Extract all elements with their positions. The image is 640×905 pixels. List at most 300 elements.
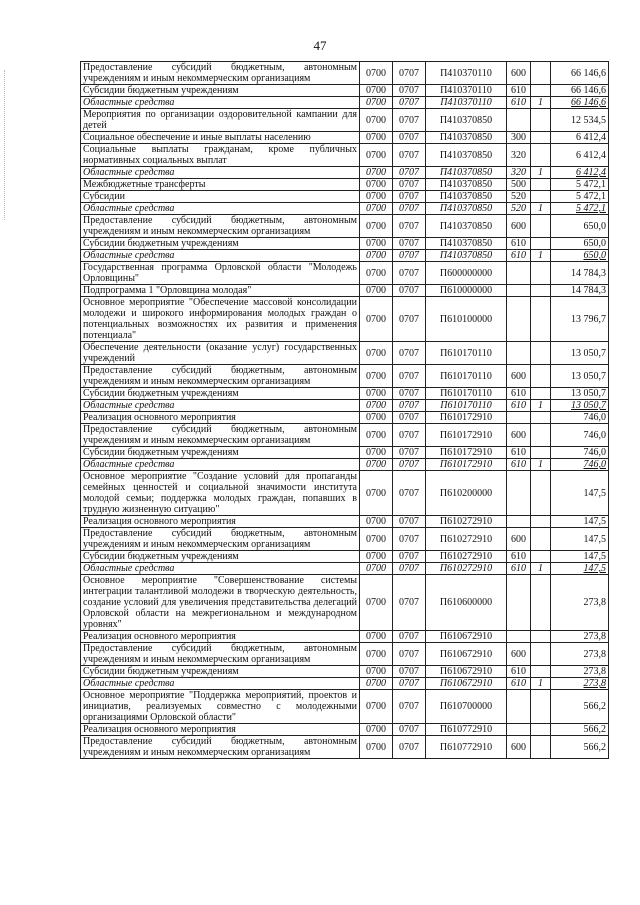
row-ved-code: 0700 — [360, 400, 393, 412]
row-target-article: П410370850 — [426, 203, 507, 215]
row-amount: 147,5 — [551, 516, 609, 528]
row-target-article: П610672910 — [426, 666, 507, 678]
table-row — [81, 179, 609, 191]
row-source-code — [531, 132, 551, 144]
row-name: Социальное обеспечение и иные выплаты населению — [81, 132, 360, 144]
row-source-code — [531, 179, 551, 191]
row-source-code: 1 — [531, 97, 551, 109]
row-section-code: 0707 — [393, 215, 426, 238]
table-row — [81, 109, 609, 132]
table-row — [81, 643, 609, 666]
row-amount: 6 412,4 — [551, 132, 609, 144]
row-section-code: 0707 — [393, 563, 426, 575]
row-amount: 12 534,5 — [551, 109, 609, 132]
row-ved-code: 0700 — [360, 516, 393, 528]
row-amount: 273,8 — [551, 575, 609, 631]
row-section-code: 0707 — [393, 631, 426, 643]
row-target-article: П610170110 — [426, 365, 507, 388]
row-ved-code: 0700 — [360, 643, 393, 666]
row-expense-type: 610 — [507, 459, 531, 471]
row-section-code: 0707 — [393, 678, 426, 690]
row-source-code: 1 — [531, 250, 551, 262]
row-source-code: 1 — [531, 400, 551, 412]
table-row — [81, 262, 609, 285]
row-section-code: 0707 — [393, 724, 426, 736]
row-name: Предоставление субсидий бюджетным, автономным учреждениям и иным некоммерческим организациям — [81, 215, 360, 238]
row-expense-type: 320 — [507, 167, 531, 179]
row-amount: 273,8 — [551, 643, 609, 666]
table-row — [81, 551, 609, 563]
row-amount: 13 796,7 — [551, 297, 609, 342]
row-ved-code: 0700 — [360, 215, 393, 238]
row-target-article: П610672910 — [426, 631, 507, 643]
row-source-code: 1 — [531, 203, 551, 215]
row-amount: 650,0 — [551, 250, 609, 262]
row-section-code: 0707 — [393, 528, 426, 551]
row-amount: 147,5 — [551, 528, 609, 551]
row-name: Реализация основного мероприятия — [81, 412, 360, 424]
row-section-code: 0707 — [393, 459, 426, 471]
row-expense-type — [507, 297, 531, 342]
table-row — [81, 297, 609, 342]
row-amount: 14 784,3 — [551, 285, 609, 297]
row-name: Реализация основного мероприятия — [81, 516, 360, 528]
row-target-article: П410370850 — [426, 215, 507, 238]
row-amount: 147,5 — [551, 563, 609, 575]
row-name: Предоставление субсидий бюджетным, автономным учреждениям и иным некоммерческим организациям — [81, 528, 360, 551]
row-amount: 566,2 — [551, 690, 609, 724]
row-expense-type — [507, 690, 531, 724]
row-section-code: 0707 — [393, 167, 426, 179]
row-expense-type: 610 — [507, 250, 531, 262]
row-ved-code: 0700 — [360, 109, 393, 132]
row-expense-type: 600 — [507, 62, 531, 85]
row-name: Областные средства — [81, 400, 360, 412]
row-name: Субсидии бюджетным учреждениям — [81, 666, 360, 678]
row-expense-type — [507, 262, 531, 285]
row-ved-code: 0700 — [360, 563, 393, 575]
row-target-article: П410370850 — [426, 144, 507, 167]
row-source-code — [531, 85, 551, 97]
row-section-code: 0707 — [393, 424, 426, 447]
table-row — [81, 528, 609, 551]
row-section-code: 0707 — [393, 203, 426, 215]
row-target-article: П610170110 — [426, 388, 507, 400]
row-expense-type — [507, 575, 531, 631]
row-target-article: П610272910 — [426, 551, 507, 563]
row-amount: 147,5 — [551, 551, 609, 563]
page-number: 47 — [313, 38, 327, 53]
row-ved-code: 0700 — [360, 388, 393, 400]
budget-table — [80, 61, 609, 759]
row-target-article: П410370110 — [426, 97, 507, 109]
row-target-article: П610600000 — [426, 575, 507, 631]
row-name: Областные средства — [81, 97, 360, 109]
row-expense-type: 320 — [507, 144, 531, 167]
row-section-code: 0707 — [393, 238, 426, 250]
row-expense-type: 600 — [507, 424, 531, 447]
row-expense-type: 600 — [507, 528, 531, 551]
row-name: Межбюджетные трансферты — [81, 179, 360, 191]
row-source-code — [531, 191, 551, 203]
row-target-article: П610772910 — [426, 724, 507, 736]
row-source-code: 1 — [531, 678, 551, 690]
row-target-article: П610172910 — [426, 459, 507, 471]
row-section-code: 0707 — [393, 191, 426, 203]
table-row — [81, 238, 609, 250]
table-row — [81, 132, 609, 144]
row-section-code: 0707 — [393, 388, 426, 400]
row-amount: 746,0 — [551, 412, 609, 424]
row-source-code — [531, 575, 551, 631]
row-expense-type: 610 — [507, 666, 531, 678]
row-section-code: 0707 — [393, 109, 426, 132]
row-source-code — [531, 666, 551, 678]
row-ved-code: 0700 — [360, 62, 393, 85]
row-amount: 5 472,1 — [551, 203, 609, 215]
row-amount: 66 146,6 — [551, 97, 609, 109]
row-ved-code: 0700 — [360, 144, 393, 167]
table-row — [81, 563, 609, 575]
row-ved-code: 0700 — [360, 631, 393, 643]
row-amount: 6 412,4 — [551, 144, 609, 167]
row-expense-type — [507, 724, 531, 736]
row-target-article: П610000000 — [426, 285, 507, 297]
table-row — [81, 471, 609, 516]
row-expense-type — [507, 285, 531, 297]
row-name: Основное мероприятие "Обеспечение массовой консолидации молодежи и широкого информирования молодых граждан о потенциальных возможностях их развития и применения потенциала" — [81, 297, 360, 342]
row-source-code — [531, 690, 551, 724]
row-name: Обеспечение деятельности (оказание услуг) государственных учреждений — [81, 342, 360, 365]
row-target-article: П610672910 — [426, 643, 507, 666]
table-row — [81, 203, 609, 215]
row-ved-code: 0700 — [360, 528, 393, 551]
row-section-code: 0707 — [393, 736, 426, 759]
row-amount: 5 472,1 — [551, 179, 609, 191]
table-row — [81, 167, 609, 179]
row-section-code: 0707 — [393, 144, 426, 167]
row-ved-code: 0700 — [360, 97, 393, 109]
row-expense-type: 600 — [507, 365, 531, 388]
row-section-code: 0707 — [393, 690, 426, 724]
row-target-article: П410370850 — [426, 179, 507, 191]
row-source-code — [531, 551, 551, 563]
row-target-article: П600000000 — [426, 262, 507, 285]
row-source-code — [531, 724, 551, 736]
row-expense-type: 610 — [507, 238, 531, 250]
row-name: Предоставление субсидий бюджетным, автономным учреждениям и иным некоммерческим организациям — [81, 424, 360, 447]
row-amount: 6 412,4 — [551, 167, 609, 179]
row-ved-code: 0700 — [360, 690, 393, 724]
row-ved-code: 0700 — [360, 191, 393, 203]
row-ved-code: 0700 — [360, 447, 393, 459]
row-expense-type: 610 — [507, 563, 531, 575]
row-ved-code: 0700 — [360, 412, 393, 424]
row-target-article: П610672910 — [426, 678, 507, 690]
row-ved-code: 0700 — [360, 736, 393, 759]
row-ved-code: 0700 — [360, 285, 393, 297]
row-source-code — [531, 643, 551, 666]
row-name: Субсидии бюджетным учреждениям — [81, 388, 360, 400]
row-name: Субсидии бюджетным учреждениям — [81, 85, 360, 97]
row-section-code: 0707 — [393, 666, 426, 678]
row-amount: 273,8 — [551, 678, 609, 690]
row-expense-type: 610 — [507, 97, 531, 109]
row-name: Социальные выплаты гражданам, кроме публичных нормативных социальных выплат — [81, 144, 360, 167]
row-ved-code: 0700 — [360, 238, 393, 250]
row-ved-code: 0700 — [360, 666, 393, 678]
row-name: Областные средства — [81, 250, 360, 262]
row-target-article: П610272910 — [426, 516, 507, 528]
row-target-article: П410370110 — [426, 85, 507, 97]
row-name: Мероприятия по организации оздоровительной кампании для детей — [81, 109, 360, 132]
row-amount: 14 784,3 — [551, 262, 609, 285]
row-expense-type — [507, 412, 531, 424]
row-amount: 66 146,6 — [551, 85, 609, 97]
table-row — [81, 736, 609, 759]
row-source-code: 1 — [531, 459, 551, 471]
table-row — [81, 666, 609, 678]
table-row — [81, 424, 609, 447]
row-target-article: П410370850 — [426, 167, 507, 179]
row-amount: 746,0 — [551, 459, 609, 471]
row-section-code: 0707 — [393, 412, 426, 424]
row-target-article: П410370850 — [426, 132, 507, 144]
row-source-code — [531, 285, 551, 297]
table-row — [81, 85, 609, 97]
row-section-code: 0707 — [393, 643, 426, 666]
table-row — [81, 215, 609, 238]
row-section-code: 0707 — [393, 132, 426, 144]
row-source-code — [531, 109, 551, 132]
row-section-code: 0707 — [393, 97, 426, 109]
row-target-article: П610172910 — [426, 447, 507, 459]
table-row — [81, 516, 609, 528]
table-row — [81, 97, 609, 109]
row-name: Предоставление субсидий бюджетным, автономным учреждениям и иным некоммерческим организациям — [81, 643, 360, 666]
row-source-code: 1 — [531, 563, 551, 575]
row-target-article: П410370850 — [426, 250, 507, 262]
row-ved-code: 0700 — [360, 132, 393, 144]
table-row — [81, 250, 609, 262]
table-row — [81, 400, 609, 412]
row-expense-type: 600 — [507, 736, 531, 759]
row-ved-code: 0700 — [360, 179, 393, 191]
row-source-code — [531, 365, 551, 388]
row-source-code — [531, 144, 551, 167]
row-expense-type — [507, 342, 531, 365]
row-section-code: 0707 — [393, 516, 426, 528]
row-name: Реализация основного мероприятия — [81, 631, 360, 643]
table-row — [81, 62, 609, 85]
row-expense-type: 520 — [507, 203, 531, 215]
table-row — [81, 690, 609, 724]
row-amount: 566,2 — [551, 736, 609, 759]
row-ved-code: 0700 — [360, 203, 393, 215]
table-body — [81, 62, 609, 759]
row-section-code: 0707 — [393, 85, 426, 97]
row-section-code: 0707 — [393, 179, 426, 191]
row-expense-type: 600 — [507, 643, 531, 666]
row-name: Субсидии — [81, 191, 360, 203]
row-amount: 650,0 — [551, 215, 609, 238]
row-expense-type: 610 — [507, 85, 531, 97]
row-name: Областные средства — [81, 678, 360, 690]
row-ved-code: 0700 — [360, 471, 393, 516]
row-ved-code: 0700 — [360, 342, 393, 365]
row-name: Реализация основного мероприятия — [81, 724, 360, 736]
row-source-code — [531, 631, 551, 643]
row-target-article: П410370850 — [426, 238, 507, 250]
row-amount: 5 472,1 — [551, 191, 609, 203]
row-ved-code: 0700 — [360, 424, 393, 447]
row-name: Областные средства — [81, 563, 360, 575]
row-source-code — [531, 262, 551, 285]
row-amount: 566,2 — [551, 724, 609, 736]
row-name: Предоставление субсидий бюджетным, автономным учреждениям и иным некоммерческим организациям — [81, 365, 360, 388]
row-ved-code: 0700 — [360, 250, 393, 262]
row-name: Субсидии бюджетным учреждениям — [81, 551, 360, 563]
row-section-code: 0707 — [393, 262, 426, 285]
row-expense-type: 610 — [507, 400, 531, 412]
table-row — [81, 724, 609, 736]
row-source-code — [531, 471, 551, 516]
row-expense-type: 610 — [507, 388, 531, 400]
row-amount: 273,8 — [551, 666, 609, 678]
row-name: Подпрограмма 1 "Орловщина молодая" — [81, 285, 360, 297]
row-section-code: 0707 — [393, 400, 426, 412]
row-source-code — [531, 412, 551, 424]
row-name: Основное мероприятие "Поддержка мероприятий, проектов и инициатив, реализуемых совместно с молодежными организациями Орловской области" — [81, 690, 360, 724]
table-row — [81, 459, 609, 471]
row-section-code: 0707 — [393, 285, 426, 297]
row-source-code — [531, 342, 551, 365]
row-expense-type: 610 — [507, 447, 531, 459]
table-row — [81, 388, 609, 400]
row-section-code: 0707 — [393, 365, 426, 388]
row-ved-code: 0700 — [360, 678, 393, 690]
row-name: Областные средства — [81, 203, 360, 215]
row-section-code: 0707 — [393, 471, 426, 516]
row-source-code — [531, 388, 551, 400]
row-section-code: 0707 — [393, 62, 426, 85]
row-target-article: П410370110 — [426, 62, 507, 85]
row-name: Предоставление субсидий бюджетным, автономным учреждениям и иным некоммерческим организациям — [81, 62, 360, 85]
row-amount: 746,0 — [551, 447, 609, 459]
row-source-code — [531, 238, 551, 250]
row-target-article: П610772910 — [426, 736, 507, 759]
row-amount: 13 050,7 — [551, 342, 609, 365]
row-ved-code: 0700 — [360, 262, 393, 285]
row-source-code — [531, 297, 551, 342]
row-target-article: П610172910 — [426, 412, 507, 424]
row-amount: 273,8 — [551, 631, 609, 643]
row-name: Областные средства — [81, 167, 360, 179]
table-row — [81, 678, 609, 690]
table-row — [81, 342, 609, 365]
row-source-code: 1 — [531, 167, 551, 179]
row-source-code — [531, 528, 551, 551]
table-row — [81, 285, 609, 297]
row-ved-code: 0700 — [360, 459, 393, 471]
row-target-article: П610100000 — [426, 297, 507, 342]
row-expense-type — [507, 471, 531, 516]
row-ved-code: 0700 — [360, 167, 393, 179]
row-target-article: П610170110 — [426, 342, 507, 365]
row-name: Субсидии бюджетным учреждениям — [81, 238, 360, 250]
row-name: Основное мероприятие "Создание условий для пропаганды семейных ценностей и социальной значимости института молодой семьи; поддержка молодых граждан, попавших в трудную жизненную ситуацию" — [81, 471, 360, 516]
row-amount: 66 146,6 — [551, 62, 609, 85]
row-section-code: 0707 — [393, 551, 426, 563]
row-expense-type — [507, 631, 531, 643]
row-amount: 147,5 — [551, 471, 609, 516]
table-row — [81, 575, 609, 631]
scan-margin-marks — [4, 70, 7, 220]
row-source-code — [531, 62, 551, 85]
row-section-code: 0707 — [393, 447, 426, 459]
table-row — [81, 631, 609, 643]
row-ved-code: 0700 — [360, 551, 393, 563]
row-expense-type — [507, 516, 531, 528]
table-row — [81, 365, 609, 388]
row-target-article: П610200000 — [426, 471, 507, 516]
row-target-article: П610172910 — [426, 424, 507, 447]
row-ved-code: 0700 — [360, 365, 393, 388]
row-ved-code: 0700 — [360, 297, 393, 342]
row-ved-code: 0700 — [360, 724, 393, 736]
row-section-code: 0707 — [393, 342, 426, 365]
row-expense-type: 610 — [507, 678, 531, 690]
row-expense-type — [507, 109, 531, 132]
row-amount: 13 050,7 — [551, 365, 609, 388]
row-source-code — [531, 447, 551, 459]
row-target-article: П410370850 — [426, 191, 507, 203]
row-name: Государственная программа Орловской области "Молодежь Орловщины" — [81, 262, 360, 285]
row-target-article: П610272910 — [426, 563, 507, 575]
row-expense-type: 500 — [507, 179, 531, 191]
row-name: Предоставление субсидий бюджетным, автономным учреждениям и иным некоммерческим организациям — [81, 736, 360, 759]
row-section-code: 0707 — [393, 297, 426, 342]
row-source-code — [531, 516, 551, 528]
table-row — [81, 447, 609, 459]
row-target-article: П610170110 — [426, 400, 507, 412]
row-target-article: П610700000 — [426, 690, 507, 724]
row-source-code — [531, 424, 551, 447]
row-expense-type: 600 — [507, 215, 531, 238]
row-section-code: 0707 — [393, 250, 426, 262]
row-amount: 13 050,7 — [551, 400, 609, 412]
table-row — [81, 144, 609, 167]
row-source-code — [531, 215, 551, 238]
table-row — [81, 191, 609, 203]
row-ved-code: 0700 — [360, 575, 393, 631]
row-expense-type: 610 — [507, 551, 531, 563]
row-expense-type: 300 — [507, 132, 531, 144]
row-target-article: П410370850 — [426, 109, 507, 132]
row-section-code: 0707 — [393, 575, 426, 631]
row-amount: 13 050,7 — [551, 388, 609, 400]
row-source-code — [531, 736, 551, 759]
table-row — [81, 412, 609, 424]
row-name: Субсидии бюджетным учреждениям — [81, 447, 360, 459]
row-ved-code: 0700 — [360, 85, 393, 97]
row-amount: 746,0 — [551, 424, 609, 447]
row-amount: 650,0 — [551, 238, 609, 250]
row-name: Областные средства — [81, 459, 360, 471]
row-name: Основное мероприятие "Совершенствование системы интеграции талантливой молодежи в творческую деятельность, создание условий для увеличения представительства делегаций Орловской области на межрегиональном и международном уровнях" — [81, 575, 360, 631]
row-target-article: П610272910 — [426, 528, 507, 551]
row-expense-type: 520 — [507, 191, 531, 203]
